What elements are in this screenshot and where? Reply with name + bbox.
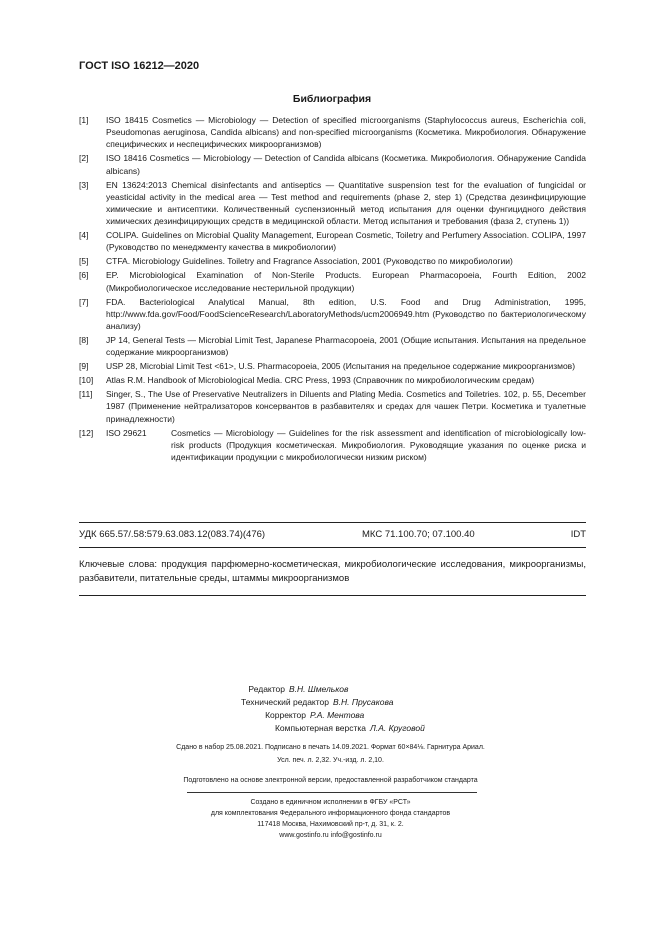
item-text: FDA. Bacteriological Analytical Manual, 8th edition, U.S. Food and Drug Administration, 1995, http://www.fda.gov/Food/FoodScienceResearch/LaboratoryMethods/ucm2006949.htm (Руководство по бактериологическому анализу) — [106, 296, 586, 332]
credit-label: Корректор — [265, 710, 306, 720]
imprint-for-fund: для комплектования Федерального информационного фонда стандартов — [210, 810, 451, 817]
item-number: [9] — [79, 361, 89, 372]
item-number: [1] — [79, 115, 89, 125]
bibliography-item — [79, 360, 586, 372]
mks-code: МКС 71.100.70; 07.100.40 — [362, 529, 475, 540]
bibliography-item — [79, 255, 586, 267]
item-text: JP 14, General Tests — Microbial Limit Test, Japanese Pharmacopoeia, 2001 (Общие испытания. Испытания на предельное содержание микроорганизмов) — [106, 335, 586, 358]
keywords: Ключевые слова: продукция парфюмерно-косметическая, микробиологические исследования, микроорганизмы, разбавители, питательные среды, штаммы микроорганизмов — [79, 559, 586, 584]
index-row — [79, 529, 586, 540]
item-text: COLIPA. Guidelines on Microbial Quality Management, European Cosmetic, Toiletry and Perfumery Association. COLIPA, 1997 (Руководство по менеджменту качества в микробиологии) — [106, 230, 586, 253]
bibliography-item — [79, 296, 586, 333]
bibliography-item — [79, 374, 586, 386]
item-text: Singer, S., The Use of Preservative Neutralizers in Diluents and Plating Media. Cosmetics and Toiletries. 102, p. 55, December 1987 (Применение нейтрализаторов консервантов в разбавителях и средах для чашек Петри. Косметика и туалетные принадлежности) — [106, 389, 586, 424]
item-code: ISO 29621 — [106, 427, 147, 438]
imprint-sheets: Усл. печ. л. 2,32. Уч.-изд. л. 2,10. — [277, 757, 384, 764]
credit-name: В.Н. Прусакова — [333, 697, 394, 707]
credit-name: Л.А. Круговой — [370, 723, 425, 733]
credit-name: Р.А. Ментова — [310, 710, 365, 720]
bibliography-item — [79, 229, 586, 253]
divider-bottom — [79, 595, 586, 596]
divider-top — [79, 522, 586, 523]
credit-layout — [0, 722, 661, 735]
item-text: EP. Microbiological Examination of Non-Sterile Products. European Pharmacopoeia, Fourth Edition, 2002 (Микробиологическое исследование нестерильной продукции) — [106, 270, 586, 293]
item-number: [11] — [79, 389, 93, 400]
credit-name: В.Н. Шмельков — [289, 684, 349, 694]
item-number: [10] — [79, 375, 94, 386]
imprint-divider — [187, 792, 477, 793]
item-number: [8] — [79, 335, 89, 346]
bibliography-title: Библиография — [292, 93, 372, 105]
credit-corrector — [0, 709, 661, 722]
item-text: Cosmetics — Microbiology — Guidelines for the risk assessment and identification of microbiologically low-risk products (Продукция косметическая. Микробиология. Руководящие указания по оценке риска и идентификации продукции с микробиологически низким риском) — [171, 427, 586, 463]
credit-label: Технический редактор — [241, 697, 329, 707]
bibliography-item — [79, 179, 586, 228]
item-number: [4] — [79, 230, 89, 241]
bibliography-item — [79, 269, 586, 293]
bibliography-item — [79, 388, 586, 425]
credit-label: Компьютерная верстка — [274, 723, 366, 733]
udk-code: УДК 665.57/.58:579.63.083.12(083.74)(476) — [79, 529, 266, 540]
item-number: [5] — [79, 256, 89, 267]
imprint-contacts: www.gostinfo.ru info@gostinfo.ru — [279, 832, 382, 839]
item-text: USP 28, Microbial Limit Test <61>, U.S. Pharmacopoeia, 2005 (Испытания на предельное содержание микроорганизмов) — [106, 361, 576, 372]
bibliography-item — [79, 427, 586, 464]
item-text: CTFA. Microbiology Guidelines. Toiletry and Fragrance Association, 2001 (Руководство по микробиологии) — [106, 256, 513, 267]
credit-editor — [0, 683, 661, 696]
item-number: [3] — [79, 179, 89, 190]
document-code: ГОСТ ISO 16212—2020 — [79, 60, 200, 72]
bibliography-item — [79, 114, 586, 151]
imprint-address: 117418 Москва, Нахимовский пр-т, д. 31, к. 2. — [257, 821, 404, 828]
item-number: [7] — [79, 296, 89, 307]
item-text: ISO 18415 Cosmetics — Microbiology — Detection of specified microorganisms (Staphylococcus aureus, Escherichia coli, Pseudomonas aeruginosa, Candida albicans) and non-specified microorganisms (Косметика. Микробиология. Обнаружение специфических и неспецифических микроорганизмов) — [106, 115, 586, 150]
divider-middle — [79, 547, 586, 548]
item-number: [6] — [79, 270, 89, 281]
idt-mark: IDT — [570, 529, 586, 540]
item-text: EN 13624:2013 Chemical disinfectants and antiseptics — Quantitative suspension test for the evaluation of fungicidal or yeasticidal activity in the medical area — Test method and requirements (phase 2, step 1) (Средства дезинфицирующие химические и антисептики. Количественный суспензионный метод испытания для оценки фунгицидного действия химических дезинфицирующих средств в медицинской области. Метод испытания и требования (фаза 2, ступень 1)) — [106, 179, 586, 227]
item-text: ISO 18416 Cosmetics — Microbiology — Detection of Candida albicans (Косметика. Микробиология. Обнаружение Candida albicans) — [106, 153, 586, 176]
item-number: [12] — [79, 427, 94, 438]
item-text: Atlas R.M. Handbook of Microbiological Media. CRC Press, 1993 (Справочник по микробиологическим средам) — [106, 375, 535, 386]
bibliography-item — [79, 334, 586, 358]
bibliography-list — [79, 114, 586, 465]
imprint-created: Создано в единичном исполнении в ФГБУ «РСТ» — [250, 799, 411, 806]
bibliography-item — [79, 152, 586, 176]
credit-tech-editor — [0, 696, 661, 709]
credit-label: Редактор — [248, 684, 285, 694]
imprint-print-info: Сдано в набор 25.08.2021. Подписано в печать 14.09.2021. Формат 60×84⅛. Гарнитура Ариал. — [176, 744, 485, 751]
item-number: [2] — [79, 153, 89, 164]
imprint-prepared: Подготовлено на основе электронной версии, предоставленной разработчиком стандарта — [183, 777, 478, 784]
